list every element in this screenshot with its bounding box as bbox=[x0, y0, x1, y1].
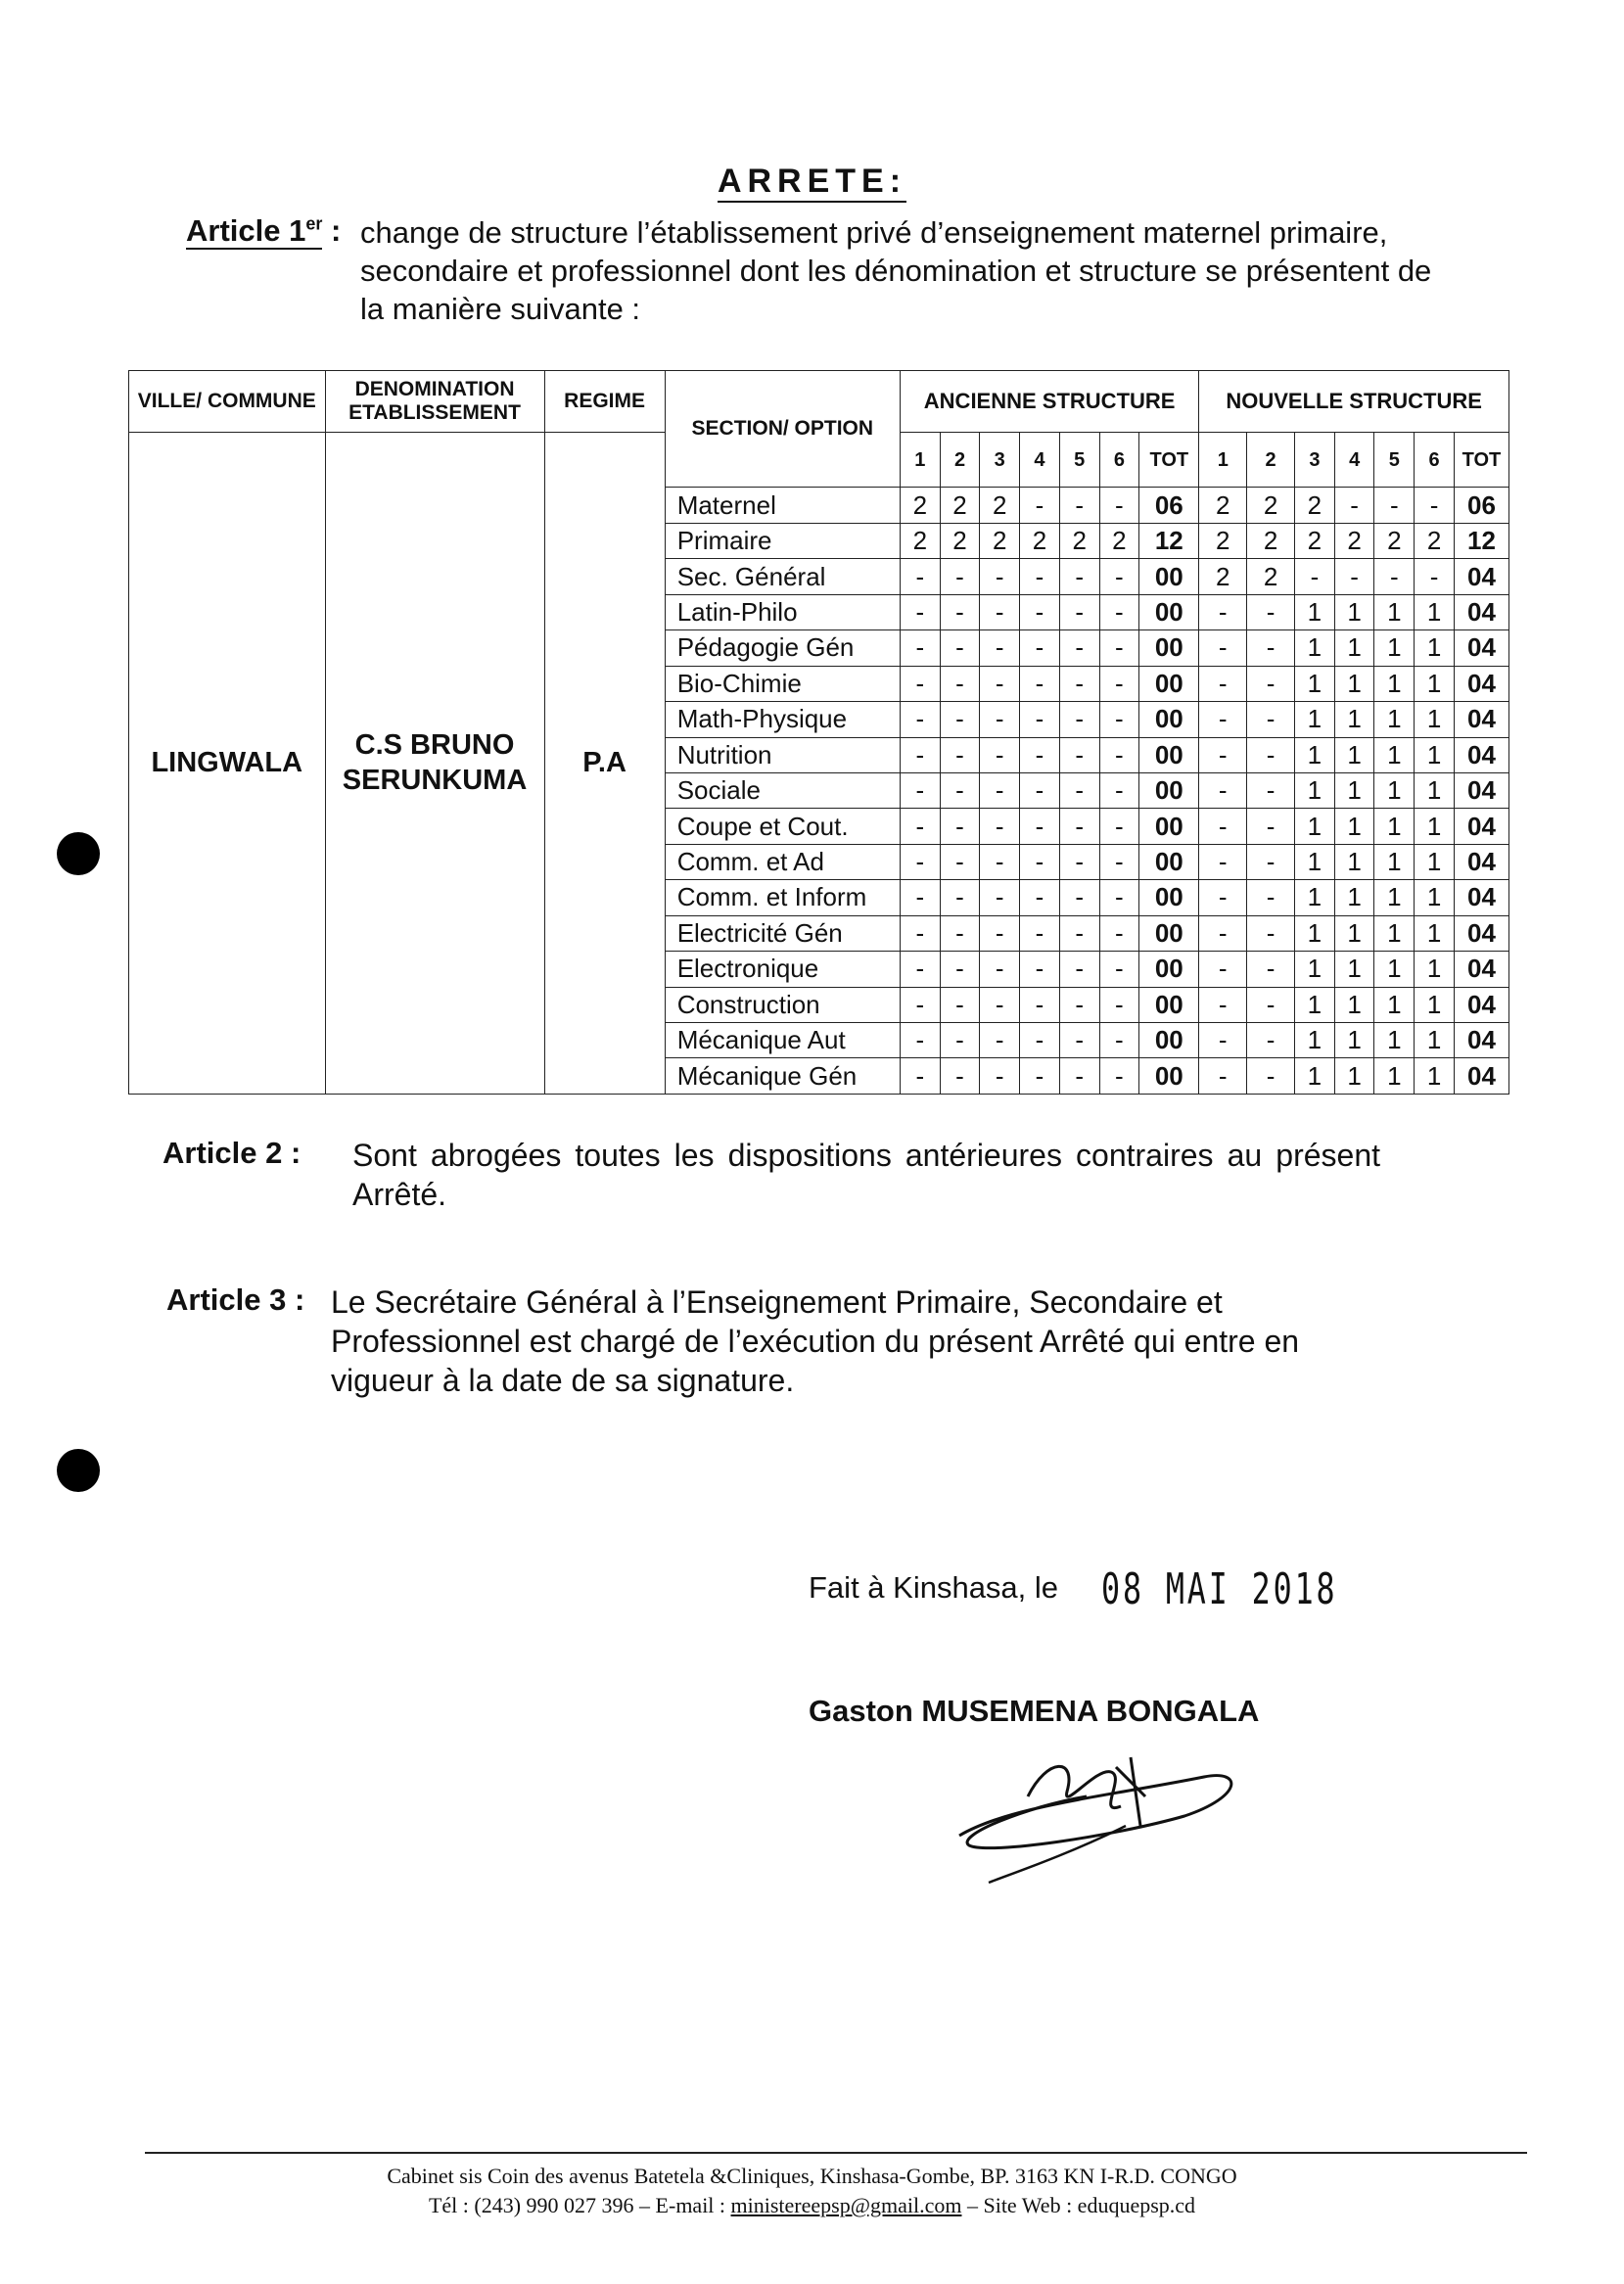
option-cell: Electricité Gén bbox=[665, 915, 900, 951]
ancienne-cell: - bbox=[940, 809, 980, 844]
header-nou-col-2: 2 bbox=[1247, 432, 1295, 488]
ancienne-cell: - bbox=[940, 1058, 980, 1095]
ancienne-cell: - bbox=[1059, 987, 1099, 1022]
nouvelle-cell: 2 bbox=[1374, 523, 1415, 558]
nouvelle-cell: - bbox=[1247, 702, 1295, 737]
nouvelle-cell: 1 bbox=[1334, 737, 1374, 772]
ancienne-cell: - bbox=[900, 594, 940, 629]
option-cell: Comm. et Ad bbox=[665, 844, 900, 879]
ancienne-cell: - bbox=[940, 666, 980, 701]
ancienne-cell: - bbox=[1099, 880, 1139, 915]
option-cell: Mécanique Aut bbox=[665, 1023, 900, 1058]
option-cell: Maternel bbox=[665, 488, 900, 523]
nouvelle-cell: 1 bbox=[1334, 1058, 1374, 1095]
nouvelle-cell: - bbox=[1199, 702, 1247, 737]
nouvelle-total-cell: 04 bbox=[1454, 915, 1508, 951]
ancienne-cell: - bbox=[1020, 1058, 1060, 1095]
article-2-label: Article 2 : bbox=[162, 1136, 302, 1170]
footer-email-link[interactable]: ministereepsp@gmail.com bbox=[730, 2193, 962, 2217]
regime-cell: P.A bbox=[544, 432, 665, 1094]
ancienne-total-cell: 12 bbox=[1139, 523, 1199, 558]
article-1-text: change de structure l’établissement privé d’enseignement maternel primaire, secondaire et professionnel dont les dénomination et structure se présentent de la manière suivante : bbox=[360, 215, 1432, 326]
nouvelle-cell: 1 bbox=[1374, 809, 1415, 844]
ancienne-cell: - bbox=[1059, 772, 1099, 808]
nouvelle-cell: 1 bbox=[1295, 1058, 1335, 1095]
nouvelle-total-cell: 04 bbox=[1454, 1058, 1508, 1095]
option-cell: Primaire bbox=[665, 523, 900, 558]
nouvelle-cell: - bbox=[1334, 488, 1374, 523]
ancienne-cell: - bbox=[900, 880, 940, 915]
nouvelle-cell: 1 bbox=[1334, 809, 1374, 844]
ancienne-cell: - bbox=[940, 880, 980, 915]
ancienne-cell: - bbox=[980, 952, 1020, 987]
ancienne-cell: - bbox=[940, 594, 980, 629]
ancienne-cell: 2 bbox=[900, 523, 940, 558]
nouvelle-total-cell: 04 bbox=[1454, 630, 1508, 666]
nouvelle-cell: 1 bbox=[1374, 772, 1415, 808]
option-cell: Electronique bbox=[665, 952, 900, 987]
nouvelle-cell: 1 bbox=[1374, 987, 1415, 1022]
structure-table bbox=[128, 370, 1509, 1095]
nouvelle-cell: 1 bbox=[1415, 987, 1455, 1022]
ancienne-total-cell: 00 bbox=[1139, 844, 1199, 879]
nouvelle-cell: - bbox=[1247, 630, 1295, 666]
nouvelle-cell: 2 bbox=[1199, 488, 1247, 523]
nouvelle-cell: - bbox=[1247, 666, 1295, 701]
ancienne-cell: - bbox=[1059, 915, 1099, 951]
ancienne-cell: - bbox=[1059, 559, 1099, 594]
nouvelle-cell: 1 bbox=[1334, 702, 1374, 737]
option-cell: Pédagogie Gén bbox=[665, 630, 900, 666]
ancienne-total-cell: 00 bbox=[1139, 1058, 1199, 1095]
nouvelle-cell: 1 bbox=[1374, 844, 1415, 879]
nouvelle-cell: - bbox=[1199, 594, 1247, 629]
ancienne-total-cell: 00 bbox=[1139, 559, 1199, 594]
ancienne-cell: - bbox=[1059, 594, 1099, 629]
nouvelle-cell: - bbox=[1247, 772, 1295, 808]
nouvelle-cell: 1 bbox=[1415, 915, 1455, 951]
nouvelle-cell: 1 bbox=[1295, 844, 1335, 879]
nouvelle-cell: - bbox=[1199, 1023, 1247, 1058]
ancienne-cell: - bbox=[1059, 702, 1099, 737]
ancienne-cell: - bbox=[980, 772, 1020, 808]
ancienne-cell: - bbox=[1099, 952, 1139, 987]
ancienne-cell: - bbox=[1059, 880, 1099, 915]
ancienne-cell: - bbox=[980, 702, 1020, 737]
nouvelle-cell: - bbox=[1247, 987, 1295, 1022]
nouvelle-cell: 1 bbox=[1334, 594, 1374, 629]
ancienne-total-cell: 00 bbox=[1139, 772, 1199, 808]
ancienne-cell: - bbox=[1099, 630, 1139, 666]
article-2-text: Sont abrogées toutes les dispositions antérieures contraires au présent Arrêté. bbox=[352, 1138, 1380, 1212]
nouvelle-cell: - bbox=[1374, 559, 1415, 594]
nouvelle-cell: 1 bbox=[1415, 844, 1455, 879]
ancienne-cell: 2 bbox=[940, 523, 980, 558]
nouvelle-cell: 1 bbox=[1295, 880, 1335, 915]
nouvelle-total-cell: 04 bbox=[1454, 559, 1508, 594]
ancienne-total-cell: 00 bbox=[1139, 809, 1199, 844]
option-cell: Nutrition bbox=[665, 737, 900, 772]
nouvelle-cell: - bbox=[1415, 559, 1455, 594]
nouvelle-cell: - bbox=[1199, 987, 1247, 1022]
nouvelle-cell: 1 bbox=[1334, 952, 1374, 987]
nouvelle-total-cell: 04 bbox=[1454, 844, 1508, 879]
nouvelle-cell: 1 bbox=[1374, 630, 1415, 666]
nouvelle-cell: 2 bbox=[1334, 523, 1374, 558]
option-cell: Coupe et Cout. bbox=[665, 809, 900, 844]
nouvelle-cell: 1 bbox=[1415, 1023, 1455, 1058]
nouvelle-cell: - bbox=[1247, 1058, 1295, 1095]
option-cell: Bio-Chimie bbox=[665, 666, 900, 701]
nouvelle-cell: - bbox=[1199, 1058, 1247, 1095]
ancienne-cell: - bbox=[980, 880, 1020, 915]
ancienne-cell: - bbox=[900, 737, 940, 772]
nouvelle-cell: 1 bbox=[1415, 737, 1455, 772]
ancienne-cell: - bbox=[1059, 844, 1099, 879]
nouvelle-cell: 1 bbox=[1295, 702, 1335, 737]
ancienne-cell: - bbox=[1020, 772, 1060, 808]
ancienne-cell: - bbox=[900, 952, 940, 987]
ancienne-cell: - bbox=[900, 772, 940, 808]
page-title: ARRETE: bbox=[0, 163, 1624, 201]
nouvelle-cell: 1 bbox=[1374, 1058, 1415, 1095]
header-nou-col-5: 5 bbox=[1374, 432, 1415, 488]
ancienne-total-cell: 00 bbox=[1139, 666, 1199, 701]
ancienne-cell: - bbox=[1059, 809, 1099, 844]
nouvelle-cell: 2 bbox=[1199, 523, 1247, 558]
ancienne-cell: - bbox=[1020, 809, 1060, 844]
punch-hole-bottom bbox=[57, 1449, 100, 1492]
header-anc-col-7: TOT bbox=[1139, 432, 1199, 488]
option-cell: Latin-Philo bbox=[665, 594, 900, 629]
ancienne-cell: - bbox=[1059, 952, 1099, 987]
nouvelle-cell: 1 bbox=[1295, 987, 1335, 1022]
ancienne-cell: - bbox=[980, 559, 1020, 594]
ancienne-cell: - bbox=[1020, 1023, 1060, 1058]
nouvelle-cell: 1 bbox=[1415, 880, 1455, 915]
signature-place: Fait à Kinshasa, le bbox=[809, 1570, 1059, 1605]
ancienne-cell: - bbox=[1020, 880, 1060, 915]
nouvelle-cell: 1 bbox=[1295, 1023, 1335, 1058]
ancienne-total-cell: 00 bbox=[1139, 880, 1199, 915]
ancienne-cell: - bbox=[1099, 1058, 1139, 1095]
ancienne-cell: - bbox=[1020, 844, 1060, 879]
header-denomination: DENOMINATION ETABLISSEMENT bbox=[325, 371, 544, 433]
ancienne-cell: - bbox=[940, 702, 980, 737]
nouvelle-cell: 1 bbox=[1334, 987, 1374, 1022]
nouvelle-total-cell: 04 bbox=[1454, 594, 1508, 629]
header-ville: VILLE/ COMMUNE bbox=[129, 371, 326, 433]
nouvelle-cell: - bbox=[1247, 880, 1295, 915]
nouvelle-cell: 1 bbox=[1295, 737, 1335, 772]
ancienne-total-cell: 06 bbox=[1139, 488, 1199, 523]
nouvelle-cell: 2 bbox=[1295, 488, 1335, 523]
ancienne-cell: 2 bbox=[1059, 523, 1099, 558]
nouvelle-cell: 2 bbox=[1247, 488, 1295, 523]
ancienne-cell: - bbox=[1059, 1058, 1099, 1095]
nouvelle-cell: 1 bbox=[1415, 772, 1455, 808]
ancienne-cell: 2 bbox=[940, 488, 980, 523]
nouvelle-cell: 1 bbox=[1295, 772, 1335, 808]
nouvelle-cell: 1 bbox=[1295, 952, 1335, 987]
nouvelle-cell: 1 bbox=[1374, 952, 1415, 987]
nouvelle-cell: 1 bbox=[1374, 666, 1415, 701]
ancienne-cell: - bbox=[900, 702, 940, 737]
nouvelle-cell: 1 bbox=[1415, 702, 1455, 737]
header-section: SECTION/ OPTION bbox=[665, 371, 900, 488]
nouvelle-cell: - bbox=[1199, 915, 1247, 951]
signature-date-stamp: 08 MAI 2018 bbox=[1101, 1564, 1338, 1614]
nouvelle-cell: 2 bbox=[1247, 559, 1295, 594]
nouvelle-cell: 1 bbox=[1374, 1023, 1415, 1058]
header-anc-col-4: 4 bbox=[1020, 432, 1060, 488]
ancienne-cell: - bbox=[1099, 809, 1139, 844]
nouvelle-cell: - bbox=[1199, 880, 1247, 915]
nouvelle-total-cell: 04 bbox=[1454, 809, 1508, 844]
ancienne-total-cell: 00 bbox=[1139, 630, 1199, 666]
ancienne-cell: - bbox=[940, 987, 980, 1022]
nouvelle-cell: 1 bbox=[1374, 594, 1415, 629]
option-cell: Comm. et Inform bbox=[665, 880, 900, 915]
handwritten-signature bbox=[950, 1738, 1263, 1894]
option-cell: Mécanique Gén bbox=[665, 1058, 900, 1095]
ancienne-cell: - bbox=[1059, 630, 1099, 666]
ancienne-cell: - bbox=[900, 844, 940, 879]
nouvelle-cell: - bbox=[1334, 559, 1374, 594]
ancienne-cell: - bbox=[940, 630, 980, 666]
nouvelle-cell: 1 bbox=[1374, 702, 1415, 737]
ancienne-cell: - bbox=[1020, 915, 1060, 951]
nouvelle-cell: 1 bbox=[1295, 666, 1335, 701]
nouvelle-cell: 1 bbox=[1295, 915, 1335, 951]
nouvelle-cell: 1 bbox=[1374, 915, 1415, 951]
ancienne-cell: - bbox=[900, 1023, 940, 1058]
ancienne-cell: - bbox=[1099, 1023, 1139, 1058]
ancienne-cell: - bbox=[940, 844, 980, 879]
nouvelle-cell: 2 bbox=[1295, 523, 1335, 558]
header-anc-col-3: 3 bbox=[980, 432, 1020, 488]
nouvelle-cell: - bbox=[1415, 488, 1455, 523]
nouvelle-cell: 1 bbox=[1415, 1058, 1455, 1095]
nouvelle-cell: 1 bbox=[1334, 630, 1374, 666]
ancienne-cell: - bbox=[940, 915, 980, 951]
nouvelle-cell: - bbox=[1247, 594, 1295, 629]
nouvelle-cell: - bbox=[1199, 809, 1247, 844]
nouvelle-cell: 2 bbox=[1415, 523, 1455, 558]
option-cell: Sec. Général bbox=[665, 559, 900, 594]
option-cell: Math-Physique bbox=[665, 702, 900, 737]
signer-name: Gaston MUSEMENA BONGALA bbox=[809, 1694, 1260, 1728]
nouvelle-cell: 1 bbox=[1374, 737, 1415, 772]
header-anc-col-6: 6 bbox=[1099, 432, 1139, 488]
nouvelle-cell: 1 bbox=[1334, 915, 1374, 951]
article-3-label: Article 3 : bbox=[166, 1282, 305, 1317]
nouvelle-cell: 1 bbox=[1334, 880, 1374, 915]
header-nou-col-7: TOT bbox=[1454, 432, 1508, 488]
nouvelle-total-cell: 04 bbox=[1454, 666, 1508, 701]
nouvelle-cell: 1 bbox=[1334, 666, 1374, 701]
ancienne-cell: - bbox=[1099, 702, 1139, 737]
ancienne-cell: - bbox=[980, 987, 1020, 1022]
nouvelle-cell: 2 bbox=[1199, 559, 1247, 594]
ancienne-cell: - bbox=[1020, 666, 1060, 701]
denomination-cell: C.S BRUNO SERUNKUMA bbox=[325, 432, 544, 1094]
ancienne-cell: - bbox=[900, 809, 940, 844]
punch-hole-top bbox=[57, 832, 100, 875]
ancienne-cell: - bbox=[940, 772, 980, 808]
ancienne-cell: - bbox=[1099, 666, 1139, 701]
nouvelle-cell: - bbox=[1247, 1023, 1295, 1058]
ancienne-cell: - bbox=[1059, 737, 1099, 772]
ancienne-cell: 2 bbox=[1020, 523, 1060, 558]
nouvelle-cell: 1 bbox=[1334, 844, 1374, 879]
nouvelle-cell: 1 bbox=[1415, 809, 1455, 844]
ancienne-cell: - bbox=[1020, 737, 1060, 772]
ancienne-cell: - bbox=[980, 915, 1020, 951]
ancienne-cell: - bbox=[1059, 1023, 1099, 1058]
footer-divider bbox=[145, 2152, 1527, 2154]
header-nou-col-1: 1 bbox=[1199, 432, 1247, 488]
footer-contact: Tél : (243) 990 027 396 – E-mail : ministereepsp@gmail.com – Site Web : eduquepsp.cd bbox=[428, 2193, 1196, 2217]
nouvelle-cell: 1 bbox=[1415, 952, 1455, 987]
header-nouvelle: NOUVELLE STRUCTURE bbox=[1199, 371, 1509, 433]
ancienne-cell: - bbox=[980, 594, 1020, 629]
ancienne-cell: 2 bbox=[1099, 523, 1139, 558]
header-nou-col-3: 3 bbox=[1295, 432, 1335, 488]
ancienne-cell: - bbox=[900, 666, 940, 701]
ancienne-cell: 2 bbox=[980, 523, 1020, 558]
ancienne-total-cell: 00 bbox=[1139, 737, 1199, 772]
article-3-text: Le Secrétaire Général à l’Enseignement Primaire, Secondaire et Professionnel est chargé de l’exécution du présent Arrêté qui entre en vigueur à la date de sa signature. bbox=[331, 1284, 1300, 1398]
ancienne-cell: - bbox=[1059, 666, 1099, 701]
header-anc-col-5: 5 bbox=[1059, 432, 1099, 488]
nouvelle-total-cell: 04 bbox=[1454, 737, 1508, 772]
ancienne-cell: - bbox=[900, 915, 940, 951]
nouvelle-cell: - bbox=[1199, 737, 1247, 772]
nouvelle-total-cell: 06 bbox=[1454, 488, 1508, 523]
ancienne-cell: - bbox=[900, 987, 940, 1022]
header-nou-col-4: 4 bbox=[1334, 432, 1374, 488]
ancienne-cell: - bbox=[980, 630, 1020, 666]
nouvelle-total-cell: 04 bbox=[1454, 880, 1508, 915]
nouvelle-cell: - bbox=[1374, 488, 1415, 523]
ancienne-cell: - bbox=[1099, 488, 1139, 523]
ancienne-total-cell: 00 bbox=[1139, 1023, 1199, 1058]
nouvelle-total-cell: 04 bbox=[1454, 987, 1508, 1022]
ancienne-total-cell: 00 bbox=[1139, 987, 1199, 1022]
ancienne-cell: - bbox=[980, 737, 1020, 772]
ancienne-cell: 2 bbox=[900, 488, 940, 523]
nouvelle-cell: 1 bbox=[1334, 1023, 1374, 1058]
ancienne-cell: - bbox=[1020, 594, 1060, 629]
nouvelle-cell: 2 bbox=[1247, 523, 1295, 558]
nouvelle-cell: - bbox=[1247, 844, 1295, 879]
nouvelle-cell: 1 bbox=[1415, 630, 1455, 666]
ancienne-total-cell: 00 bbox=[1139, 702, 1199, 737]
ancienne-cell: - bbox=[1020, 488, 1060, 523]
nouvelle-total-cell: 04 bbox=[1454, 702, 1508, 737]
ancienne-cell: - bbox=[1099, 915, 1139, 951]
nouvelle-cell: 1 bbox=[1295, 630, 1335, 666]
ancienne-cell: - bbox=[1020, 559, 1060, 594]
ancienne-cell: - bbox=[1099, 737, 1139, 772]
ancienne-cell: - bbox=[940, 559, 980, 594]
nouvelle-cell: - bbox=[1247, 915, 1295, 951]
nouvelle-cell: - bbox=[1247, 952, 1295, 987]
ancienne-cell: - bbox=[980, 1058, 1020, 1095]
nouvelle-cell: - bbox=[1295, 559, 1335, 594]
ancienne-cell: - bbox=[980, 809, 1020, 844]
ancienne-cell: - bbox=[1020, 702, 1060, 737]
nouvelle-cell: 1 bbox=[1415, 594, 1455, 629]
nouvelle-cell: 1 bbox=[1295, 809, 1335, 844]
ancienne-cell: - bbox=[1059, 488, 1099, 523]
nouvelle-cell: 1 bbox=[1295, 594, 1335, 629]
ancienne-total-cell: 00 bbox=[1139, 594, 1199, 629]
ancienne-cell: - bbox=[900, 1058, 940, 1095]
nouvelle-cell: - bbox=[1199, 844, 1247, 879]
ancienne-cell: - bbox=[1020, 630, 1060, 666]
nouvelle-cell: - bbox=[1247, 737, 1295, 772]
nouvelle-total-cell: 04 bbox=[1454, 772, 1508, 808]
nouvelle-cell: 1 bbox=[1415, 666, 1455, 701]
ancienne-cell: - bbox=[980, 844, 1020, 879]
header-regime: REGIME bbox=[544, 371, 665, 433]
ancienne-cell: - bbox=[1020, 987, 1060, 1022]
ancienne-cell: - bbox=[1099, 844, 1139, 879]
option-cell: Sociale bbox=[665, 772, 900, 808]
nouvelle-total-cell: 04 bbox=[1454, 952, 1508, 987]
header-anc-col-2: 2 bbox=[940, 432, 980, 488]
nouvelle-cell: 1 bbox=[1334, 772, 1374, 808]
ancienne-cell: - bbox=[940, 1023, 980, 1058]
ancienne-cell: - bbox=[900, 559, 940, 594]
ancienne-cell: - bbox=[940, 737, 980, 772]
footer-address: Cabinet sis Coin des avenus Batetela &Cliniques, Kinshasa-Gombe, BP. 3163 KN I-R.D. CONGO bbox=[387, 2164, 1237, 2188]
nouvelle-cell: - bbox=[1199, 952, 1247, 987]
ancienne-cell: - bbox=[980, 1023, 1020, 1058]
nouvelle-cell: - bbox=[1247, 809, 1295, 844]
ancienne-cell: - bbox=[900, 630, 940, 666]
nouvelle-cell: - bbox=[1199, 772, 1247, 808]
ancienne-cell: - bbox=[1099, 987, 1139, 1022]
ancienne-cell: - bbox=[980, 666, 1020, 701]
nouvelle-total-cell: 12 bbox=[1454, 523, 1508, 558]
ancienne-cell: - bbox=[1020, 952, 1060, 987]
nouvelle-cell: - bbox=[1199, 666, 1247, 701]
header-nou-col-6: 6 bbox=[1415, 432, 1455, 488]
ancienne-total-cell: 00 bbox=[1139, 952, 1199, 987]
ancienne-total-cell: 00 bbox=[1139, 915, 1199, 951]
ancienne-cell: - bbox=[940, 952, 980, 987]
header-ancienne: ANCIENNE STRUCTURE bbox=[900, 371, 1198, 433]
option-cell: Construction bbox=[665, 987, 900, 1022]
nouvelle-cell: 1 bbox=[1374, 880, 1415, 915]
ancienne-cell: - bbox=[1099, 559, 1139, 594]
ancienne-cell: - bbox=[1099, 594, 1139, 629]
ancienne-cell: - bbox=[1099, 772, 1139, 808]
ancienne-cell: 2 bbox=[980, 488, 1020, 523]
nouvelle-cell: - bbox=[1199, 630, 1247, 666]
nouvelle-total-cell: 04 bbox=[1454, 1023, 1508, 1058]
header-anc-col-1: 1 bbox=[900, 432, 940, 488]
ville-cell: LINGWALA bbox=[129, 432, 326, 1094]
article-1-label: Article 1er : bbox=[186, 213, 342, 248]
